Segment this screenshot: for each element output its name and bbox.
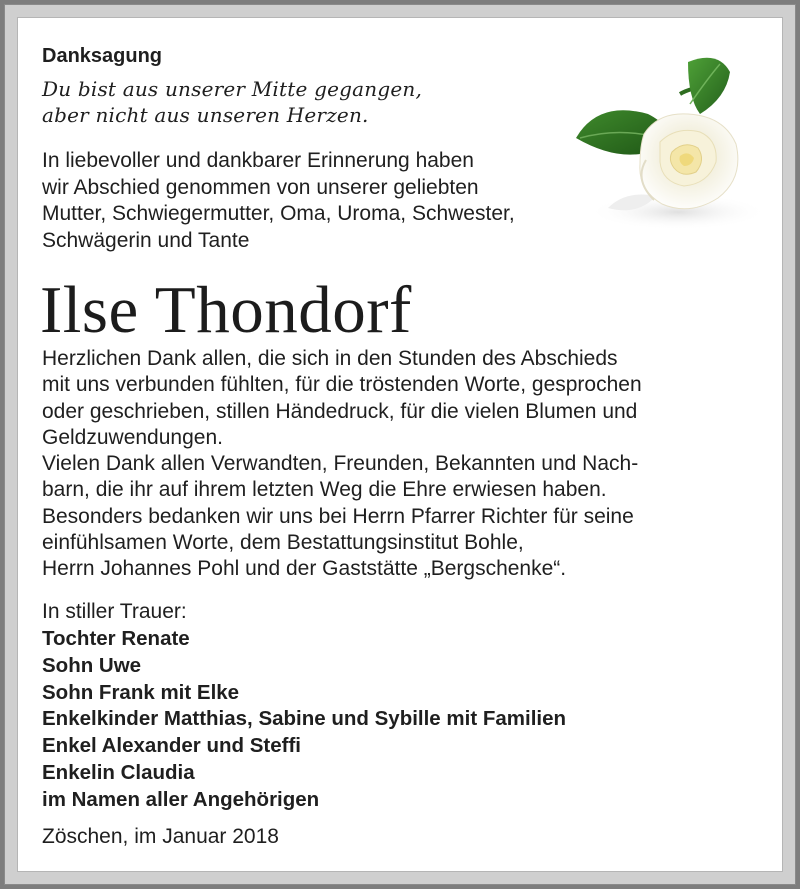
quote-line: aber nicht aus unseren Herzen. xyxy=(42,103,369,127)
mourner-entry: Enkel Alexander und Steffi xyxy=(42,734,301,758)
quote-line: Du bist aus unserer Mitte gegangen, xyxy=(42,77,422,101)
notice-heading: Danksagung xyxy=(42,45,163,67)
thanks-line: Geldzuwendungen. xyxy=(42,425,223,449)
thanks-line: Besonders bedanken wir uns bei Herrn Pfarrer Richter für seine xyxy=(42,504,634,528)
intro-line: wir Abschied genommen von unserer geliebten xyxy=(42,175,479,199)
mourners-list xyxy=(42,626,566,814)
intro-line: Mutter, Schwiegermutter, Oma, Uroma, Schwester, xyxy=(42,202,515,225)
mourner-entry: Enkelin Claudia xyxy=(42,760,195,784)
thanks-line: mit uns verbunden fühlten, für die tröstenden Worte, gesprochen xyxy=(42,373,642,397)
intro-paragraph xyxy=(42,148,602,254)
thanks-line: Herzlichen Dank allen, die sich in den Stunden des Abschieds xyxy=(42,347,618,370)
thanks-paragraph xyxy=(42,346,752,583)
deceased-name: Ilse Thondorf xyxy=(40,273,412,347)
intro-line: In liebevoller und dankbarer Erinnerung haben xyxy=(42,149,474,172)
place-date: Zöschen, im Januar 2018 xyxy=(42,825,279,848)
thanks-line: barn, die ihr auf ihrem letzten Weg die Ehre erwiesen haben. xyxy=(42,478,607,502)
thanks-line: oder geschrieben, stillen Händedruck, für die vielen Blumen und xyxy=(42,399,638,423)
obituary-card xyxy=(18,18,782,871)
thanks-line: Vielen Dank allen Verwandten, Freunden, Bekannten und Nach- xyxy=(42,452,639,476)
mourner-entry: Tochter Renate xyxy=(42,627,190,650)
thanks-line: Herrn Johannes Pohl und der Gaststätte „Bergschenke“. xyxy=(42,557,567,581)
mourner-entry: Enkelkinder Matthias, Sabine und Sybille mit Familien xyxy=(42,707,567,731)
thanks-line: einfühlsamen Worte, dem Bestattungsinstitut Bohle, xyxy=(42,531,524,555)
intro-line: Schwägerin und Tante xyxy=(42,228,250,252)
memorial-quote xyxy=(42,76,422,128)
mourner-entry: Sohn Frank mit Elke xyxy=(42,680,240,704)
mourning-label: In stiller Trauer: xyxy=(42,600,187,623)
mourner-entry: Sohn Uwe xyxy=(42,653,142,677)
mourner-entry: im Namen aller Angehörigen xyxy=(42,787,320,811)
notice-frame xyxy=(4,4,796,885)
